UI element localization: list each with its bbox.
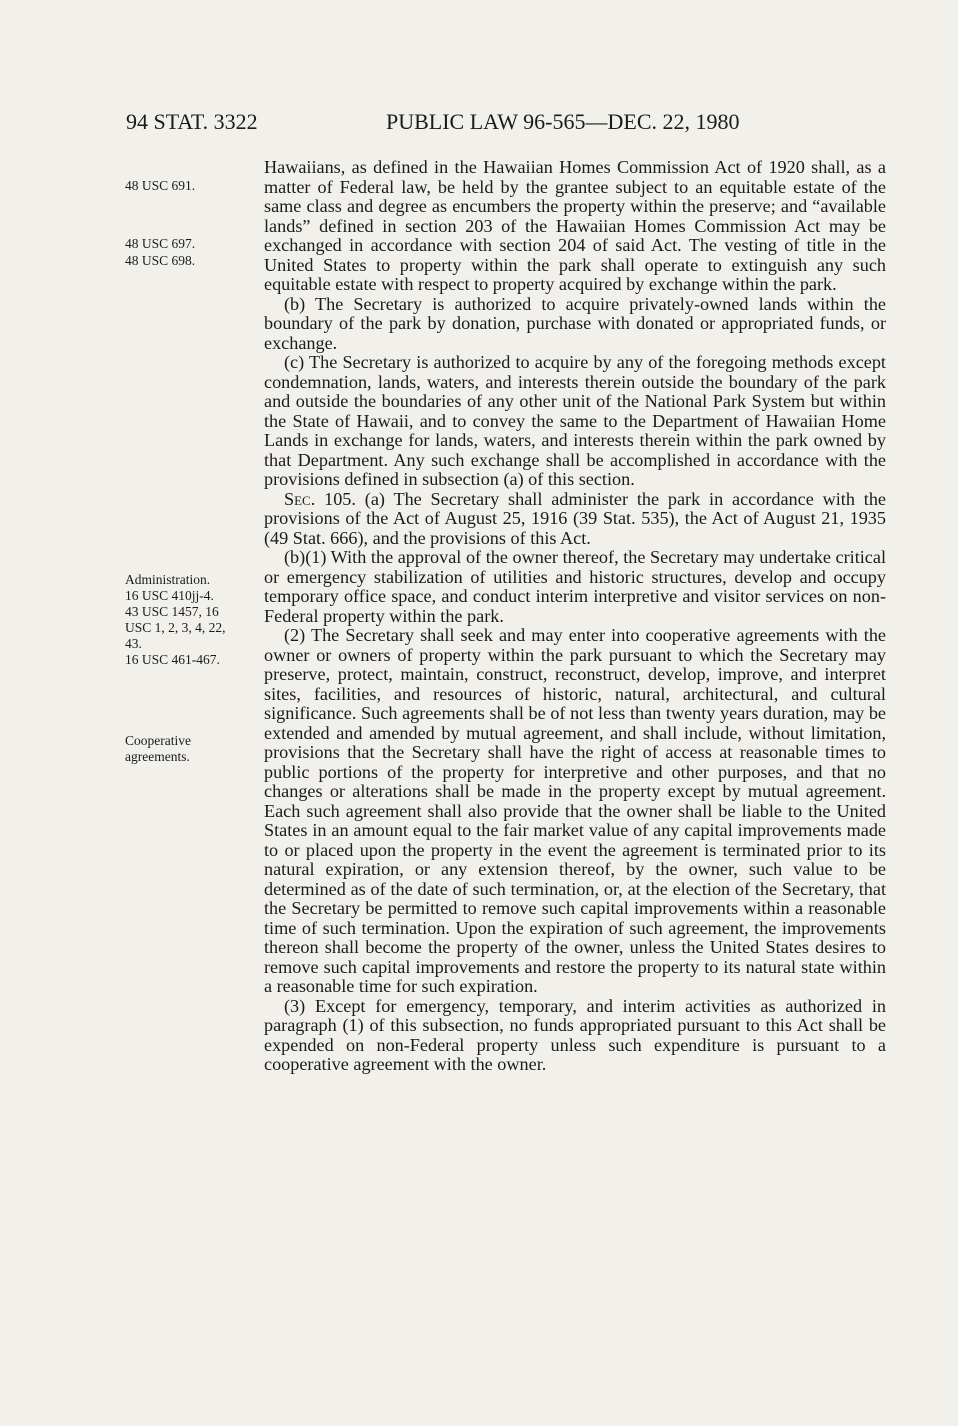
section-text: 105. (a) The Secretary shall administer the park in accordance with the provisions of the Act of August 25, 1916 (39 Stat. 535), the Act of August 21, 1935 (49 Stat. 666), and the provisions of this Act. xyxy=(264,488,886,548)
margin-note-48-usc-698: 48 USC 698. xyxy=(125,253,196,268)
margin-line: Administration. xyxy=(125,572,211,587)
margin-note-administration xyxy=(125,572,255,668)
body-text xyxy=(264,158,886,1075)
paragraph-3-funds: (3) Except for emergency, temporary, and interim activities as authorized in paragraph (1) of this subsection, no funds appropriated pursuant to this Act shall be expended on non-Federal property unless such expenditure is pursuant to a cooperative agreement with the owner. xyxy=(264,995,886,1074)
margin-line: 16 USC 461-467. xyxy=(125,652,220,667)
paragraph-continuation: Hawaiians, as defined in the Hawaiian Homes Commission Act of 1920 shall, as a matter of Federal law, be held by the grantee subject to an equitable estate of the same class and degree as encumbers the property within the preserve; and “available lands” defined in section 203 of the Hawaiian Homes Commission Act may be exchanged in accordance with section 204 of said Act. The vesting of title in the United States to property within the park shall operate to extinguish any such equitable estate with respect to property acquired by exchange within the park. xyxy=(264,157,886,294)
margin-note-cooperative-agreements xyxy=(125,733,255,765)
margin-line: Cooperative xyxy=(125,733,191,748)
margin-line: 43 USC 1457, 16 xyxy=(125,604,219,619)
paragraph-sec-105a xyxy=(264,490,886,549)
margin-note-48-usc-697: 48 USC 697. xyxy=(125,236,196,251)
margin-note-48-usc-691: 48 USC 691. xyxy=(125,178,196,193)
margin-line: 43. xyxy=(125,636,142,651)
paragraph-105c-exchange: (c) The Secretary is authorized to acquire by any of the foregoing methods except condemnation, lands, waters, and interests therein outside the boundary of the park and outside the boundaries of any other unit of the National Park System but within the State of Hawaii, and to convey the same to the Department of Hawaiian Home Lands in exchange for lands, waters, and interests therein within the park owned by that Department. Any such exchange shall be accomplished in accordance with the provisions defined in subsection (a) of this section. xyxy=(264,352,886,489)
statute-reference: 94 STAT. 3322 xyxy=(126,109,258,134)
margin-line: agreements. xyxy=(125,749,190,764)
page-header xyxy=(126,106,886,138)
paragraph-b1-stabilization: (b)(1) With the approval of the owner thereof, the Secretary may undertake critical or emergency stabilization of utilities and historic structures, develop and occupy temporary office space, and conduct interim interpretive and visitor services on non-Federal property within the park. xyxy=(264,547,886,626)
paragraph-2-cooperative-agreements: (2) The Secretary shall seek and may enter into cooperative agreements with the owner or owners of property within the park pursuant to which the Secretary may preserve, protect, maintain, construct, reconstruct, develop, improve, and interpret sites, facilities, and resources of historic, natural, architectural, and cultural significance. Such agreements shall be of not less than twenty years duration, may be extended and amended by mutual agreement, and shall include, without limitation, provisions that the Secretary shall have the right of access at reasonable times to public portions of the property for interpretive and other purposes, and that no changes or alterations shall be made in the property except by mutual agreement. Each such agreement shall also provide that the owner shall be liable to the United States in an amount equal to the fair market value of any capital improvements made to or placed upon the property in the event the agreement is terminated prior to its natural expiration, or any extension thereof, by the owner, such value to be determined as of the date of such termination, or, at the election of the Secretary, that the Secretary be permitted to remove such capital improvements within a reasonable time of such termination. Upon the expiration of such agreement, the improvements thereon shall become the property of the owner, unless the United States desires to remove such capital improvements and restore the property to its natural state within a reasonable time for such expiration. xyxy=(264,625,886,996)
public-law-reference: PUBLIC LAW 96-565—DEC. 22, 1980 xyxy=(386,109,740,134)
margin-line: 16 USC 410jj-4. xyxy=(125,588,214,603)
paragraph-105b-acquire-lands: (b) The Secretary is authorized to acquire privately-owned lands within the boundary of the park by donation, purchase with donated or appropriated funds, or exchange. xyxy=(264,293,886,353)
section-label: Sec. xyxy=(284,488,316,509)
margin-line: USC 1, 2, 3, 4, 22, xyxy=(125,620,226,635)
